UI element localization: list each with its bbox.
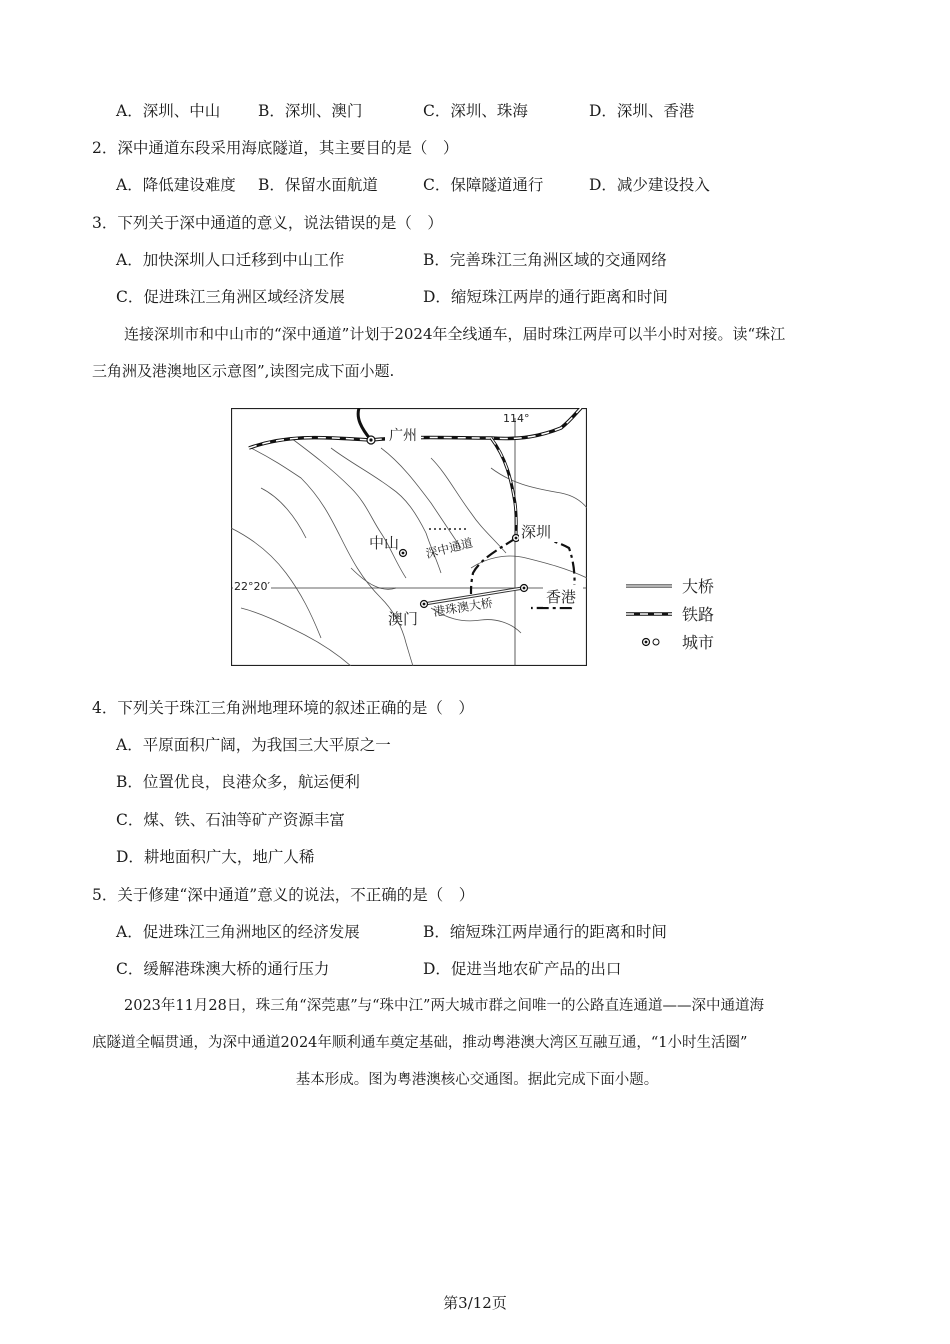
label-shenzhen: 深圳 <box>521 523 552 541</box>
legend-railway-label: 铁路 <box>682 605 715 624</box>
label-latitude: 22°20′ <box>234 580 270 593</box>
q5-option-d: D．促进当地农矿产品的出口 <box>423 960 622 978</box>
passage-2 <box>92 988 862 1099</box>
legend-city-label: 城市 <box>682 633 715 652</box>
q2-option-c: C．保障隧道通行 <box>423 176 544 194</box>
q4-option-a: A．平原面积广阔，为我国三大平原之一 <box>116 736 391 754</box>
label-guangzhou: 广州 <box>389 428 417 444</box>
legend-bridge-label: 大桥 <box>682 577 715 596</box>
page-number: 第3/12页 <box>443 1294 507 1312</box>
label-hongkong: 香港 <box>546 588 577 606</box>
label-macau: 澳门 <box>388 610 419 628</box>
city-shenzhen-dot <box>513 535 520 542</box>
q1-option-c: C．深圳、珠海 <box>423 102 528 120</box>
passage-1-line-1: 连接深圳市和中山市的“深中通道”计划于2024年全线通车，届时珠江两岸可以半小时对接。读“珠江 <box>124 325 786 343</box>
map-svg <box>231 408 587 666</box>
q1-option-b: B．深圳、澳门 <box>258 102 363 120</box>
passage-2-line-3: 基本形成。图为粤港澳核心交通图。据此完成下面小题。 <box>295 1072 659 1088</box>
label-shenzhong-tunnel: 深中通道 <box>424 535 475 561</box>
pearl-river-delta-map <box>231 408 587 666</box>
q5-option-a: A．促进珠江三角洲地区的经济发展 <box>116 923 360 941</box>
map-legend <box>622 572 732 656</box>
q3-option-c: C．促进珠江三角洲区域经济发展 <box>116 288 345 306</box>
q4-option-b: B．位置优良，良港众多，航运便利 <box>116 773 360 791</box>
passage-1-line-2: 三角洲及港澳地区示意图”,读图完成下面小题. <box>92 362 395 380</box>
city-hongkong-dot <box>521 585 528 592</box>
q4-option-d: D．耕地面积广大，地广人稀 <box>116 848 315 866</box>
q1-option-d: D．深圳、香港 <box>589 102 695 120</box>
q1-option-a: A．深圳、中山 <box>116 102 221 120</box>
q4-option-c: C．煤、铁、石油等矿产资源丰富 <box>116 811 345 829</box>
q3-option-b: B．完善珠江三角洲区域的交通网络 <box>423 251 667 269</box>
q5-option-c: C．缓解港珠澳大桥的通行压力 <box>116 960 330 978</box>
city-guangzhou-dot <box>367 436 375 444</box>
q5-stem: 5．关于修建“深中通道”意义的说法，不正确的是（ ） <box>92 886 475 904</box>
q2-option-d: D．减少建设投入 <box>589 176 710 194</box>
q3-stem: 3．下列关于深中通道的意义，说法错误的是（ ） <box>92 214 443 232</box>
label-longitude: 114° <box>503 412 530 425</box>
label-hzmb: 港珠澳大桥 <box>432 595 494 619</box>
q2-stem: 2．深中通道东段采用海底隧道，其主要目的是（ ） <box>92 139 459 157</box>
q5-option-b: B．缩短珠江两岸通行的距离和时间 <box>423 923 667 941</box>
passage-2-line-2: 底隧道全幅贯通，为深中通道2024年顺利通车奠定基础，推动粤港澳大湾区互融互通，“1小时生活圈” <box>92 1035 748 1051</box>
passage-2-line-1: 2023年11月28日，珠三角“深莞惠”与“珠中江”两大城市群之间唯一的公路直连通道——深中通道海 <box>124 998 764 1014</box>
legend-svg <box>622 572 732 656</box>
label-zhongshan: 中山 <box>369 534 400 552</box>
q2-option-a: A．降低建设难度 <box>116 176 236 194</box>
city-zhongshan-dot <box>400 550 407 557</box>
q3-option-d: D．缩短珠江两岸的通行距离和时间 <box>423 288 668 306</box>
legend-city-symbol <box>643 639 660 646</box>
q3-option-a: A．加快深圳人口迁移到中山工作 <box>116 251 345 269</box>
q2-option-b: B．保留水面航道 <box>258 176 378 194</box>
passage-1 <box>92 316 862 390</box>
q4-stem: 4．下列关于珠江三角洲地理环境的叙述正确的是（ ） <box>92 699 474 717</box>
city-macau-dot <box>421 601 428 608</box>
